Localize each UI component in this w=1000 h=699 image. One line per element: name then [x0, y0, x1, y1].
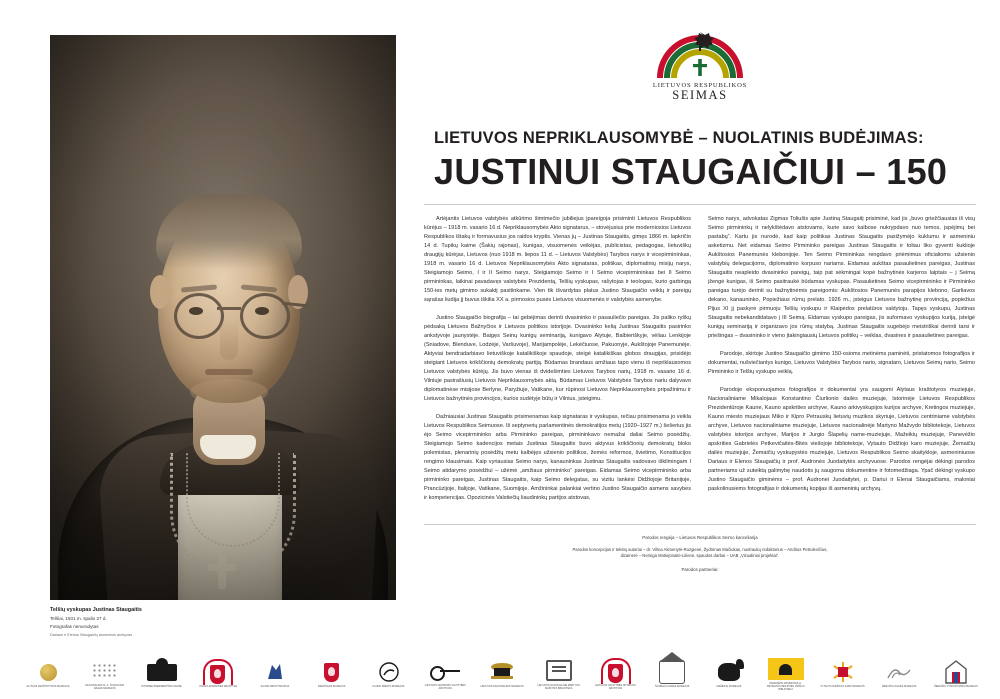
- partner-logo-strip: [24, 652, 980, 696]
- partner-logo-central-archive: [421, 653, 469, 695]
- partner-caption: LIETUVOS NACIONALINĖ MARTYNO MAŽVYDO BIBLIOTEKA: [537, 684, 580, 690]
- partner-logo-kaunas-archdiocese: [251, 653, 299, 695]
- caption-place-date: Telšiai, 1931 m. spalio 27 d.: [50, 616, 107, 622]
- partner-caption: PANEVĖŽIO APSKRITIES G. PETKEVIČAITĖS-BITĖS VIEŠOJI BIBLIOTEKA: [766, 683, 805, 691]
- text-column-right: [708, 215, 975, 512]
- partner-caption: ŠLAPELIŲ NAMAS-MUZIEJUS: [655, 686, 690, 689]
- partner-caption: ŽEMAIČIŲ DAILĖS MUZIEJUS: [882, 686, 917, 689]
- partner-caption: KAUNO MIESTO MUZIEJUS: [372, 686, 405, 689]
- logo-line-1: LIETUVOS RESPUBLIKOS: [652, 82, 748, 89]
- partner-caption: KRETINGOS MUZIEJUS: [318, 686, 346, 689]
- caption-archive: Dariaus ir Elenos Staugaičių asmeninis archyvas: [50, 632, 133, 637]
- paragraph: Parodoje eksponuojamos fotografijos ir dokumentai yra saugomi Alytaus kraštotyros muziejuje, Nacionaliniame Mikalojaus Konstantino Čiurlionio dailės muziejuje, Istorinėje Lietuvos Respublikos Prezidentūroje Kaune, Kauno apskrities archyve, Kauno arkivyskupijos kurijos archyve, Kretingos muziejuje, Kauno miesto muziejaus Miko ir Kipro Petrauskų lietuvių muzikos skyriuje, Lietuvos centriniame valstybės archyve, Lietuvos nacionaliniame muziejuje, Lietuvos nacionalinėje Martyno Mažvydo bibliotekoje, Lietuvos valstybės istorijos archyve, Marijos ir Jurgio Šlapelių name-muziejuje, Mažeikių muziejuje, Panevėžio apskrities Gabrielės Petkevičaitės-Bitės viešojoje bibliotekoje, Vytauto Didžiojo karo muziejuje, Žemaičių dailės muziejuje, Žemaičių vyskupystės muziejuje, Lietuvos Respublikos Seimo skaitykloje, asmeniniuose Dariaus ir Elenos Staugaičių ir prof. Audronės Juodaitytės archyvuose. Parodos rengėjai dėkingi parodos partneriams už suteiktą galimybę naudotis jų saugoma dokumentine ir fotomedžiaga. Ypač dėkingi vyskupo Justino Staugaičio giminėms – prof. Audronei Juodaitytei, p. Dariui ir Elenai Staugaičiams, maloniai paskolinusiems fotografijas ir dokumentų kopijas iš asmeninių archyvų.: [708, 386, 975, 492]
- caption-photographer: Fotografas nenurodytas: [50, 624, 99, 630]
- portrait-photo: [50, 35, 396, 600]
- logo-line-2: SEIMAS: [672, 88, 728, 102]
- partner-logo-national-museum: [478, 653, 526, 695]
- knight-icon: [264, 659, 286, 685]
- pennant-icon: [886, 659, 912, 685]
- divider-top: [424, 204, 976, 205]
- key-icon: [430, 658, 460, 684]
- partner-caption: LIETUVOS NACIONALINIS MUZIEJUS: [480, 686, 524, 689]
- partner-caption: MAŽEIKIŲ MUZIEJUS: [716, 686, 742, 689]
- photo-column: [50, 35, 396, 638]
- photo-caption: [50, 606, 396, 638]
- partner-logo-zemaiciai-bishopric: [932, 653, 980, 695]
- text-columns: [424, 215, 976, 512]
- partner-caption: KAUNO ARKIVYSKUPIJA: [260, 686, 290, 689]
- credits-block: [424, 535, 976, 572]
- partner-logo-kaunas-city-museum: [365, 653, 413, 695]
- partner-logo-state-history-archive: [592, 653, 640, 695]
- partner-logo-presidency: [138, 653, 186, 695]
- medal-icon: [40, 659, 57, 685]
- text-column-left: [424, 215, 691, 512]
- sunburst-icon: [831, 659, 855, 685]
- partner-logo-zemaiciai-art-museum: [875, 653, 923, 695]
- divider-bottom: [424, 524, 976, 525]
- page-title: JUSTINUI STAUGAIČIUI – 150: [434, 150, 948, 192]
- paragraph: Justino Staugaičio biografija – tai gebėjimas derinti dvasininko ir pasauliečio pareigas. Jis paliko ryškų pėdsaką Lietuvos Bažnyčios ir Lietuvos politikos istorijoje. Dvasininko kelią Justinas Staugaitis pasirinko ankstyvoje jaunystėje. Baigęs Seinų kunigų seminariją, kunigavo Alytuje, Balbieriškyje, vėliau Lenkijoje (Sniadove, Blenduve, Lodzėje, Varšuvoje), Marijampolėje, Lekėčiuose, Pakuonyje, Aukštojoje Panemunėje. Aktyviai bendradarbiavo lietuviškoje katalikiškoje spaudoje, steigė katalikiškas globos draugijas, prisidėjo steigiant Lietuvos krikščionių demokratų partiją. Būdamas brandaus amžiaus tapo vienu iš nepriklausomos Lietuvos valstybės kūrėjų. Jis buvo vienas iš dvidešimties Lietuvos Tarybos narių, 1918 m. vasario 16 d. Vilniuje pasirašiusių Lietuvos Nepriklausomybės aktą. Būdamas Lietuvos Valstybės Tarybos nariu dalyvavo diplomatinėse misijose Berlyne, Paryžiuje, Vatikane, kur rūpinosi Lietuvos Nepriklausomybės pripažinimu ir Lietuvos bažnytinės provincijos, kurios sudėtyje būtų ir Vilnius, įsteigimu.: [424, 314, 691, 402]
- credits-authors-line1: Parodos koncepcijos ir tekstų autoriai – dr. Vilma Akmenytė-Ruzgienė, Žydrūnas Mačiukas, nuotraukų redaktorius – Andrius Petrulevičius,: [572, 546, 828, 552]
- paragraph: Artėjantis Lietuvos valstybės atkūrimo šimtmečio jubiliejus įpareigoja prisiminti Lietuvos Respublikos kūrėjus – 1918 m. vasario 16 d. Nepriklausomybės Akto signatarus, – stovėjusius prie moderniosios Lietuvos Respublikos ištakų ir formavusius jos raidos kryptis. Vienas jų – Justinas Staugaitis, gimęs 1866 m. lapkričio 14 d. Tupikų kaime (Šakių rajonas), kunigas, visuomenės veikėjas, publicistas, pedagogas, lietuviškų draugijų kūrėjas, Lietuvos (nuo 1918 m. liepos 11 d. – Lietuvos Valstybės) Tarybos narys ir vicepirmininkas, 1918 m. vasario 16 d. Lietuvos Nepriklausomybės Akto signataras, politikas, diplomatinių misijų narys, Steigiamojo Seimo, I ir II Seimo narys, Steigiamojo Seimo ir I Seimo vicepirmininkas bei II Seimo pirmininkas, laikinai pavadavęs valstybės Prezidentą, Telšių vyskupas, rašytojas ir teologas, kurio garbingą 150-ies metų gimimo sukaktį pasitinkame. Vien tik išvardytas platus Justino Staugaičio veiklų ir pareigų sąrašas liudija jį buvus iškilia XX a. pirmosios pusės Lietuvos visuomenės ir valstybės asmenybe.: [424, 216, 691, 303]
- partner-caption: LIETUVOS CENTRINIS VALSTYBĖS ARCHYVAS: [424, 684, 466, 690]
- paragraph: Seimo narys, advokatas Zigmas Toliušis apie Justiną Staugaitį prisiminė, kad jis „buvo griežčiausias iš visų Seimo pirmininkų ir nelykštėdavo atstovams, kurie savo kalbose nukrypdavo nuo temos, įspėjimų bei pastabų“. Kartu jis nurodė, kad kaip politikas Justinas Staugaitis pasižymėjo kuklumu ir asmeniniu asketizmu. Net eidamas Seimo Pirmininko pareigas Justinas Staugaitis ir toliau liko gyventi kuklioje Aukštosios Panemunės klebonijoje. Ten Seimo Pirmininkas rengdavo priėmimus oficialioms užsienio valstybių delegacijoms, diplomatinio korpuso nariams. Eidamas aukštas pasaulietines pareigas, Justinas Staugaitis neapleido dvasininko pareigų, taip pat sėkmingai kopė bažnytinės karjeros laiptais – į Seimą įžengė kunigas, iš Seimo pasitraukė būdamas vyskupas. Pasaulietines Seimo vicepirmininko ir Pirmininko pareigas turėjo derinti su bažnytinėmis pareigomis: Aukštosios Panemunės parapijos klebono, Garliavos dekano, kanauninko, Popiežiaus rūmų prelato. 1926 m., įsteigus Lietuvos bažnytinę provinciją, popiežius Pijus XI jį paskyrė pirmuoju Telšių vyskupu ir Klaipėdos prelatūros valdytoju. Tapęs vyskupu, Justinas Staugaitis nebekandidatavo į III Seimą. Eidamas vyskupo pareigas, jis suformavo vyskupijos kuriją, įsteigė kunigų seminariją ir organizavo jos rūmų statybą. Justinas Staugaitis sugebėjo meistriškai derinti tarsi ir priešingas – dvasininko ir vieno įtakingiausių Lietuvos politikų – veiklas, dvasines ir pasaulietines pareigas.: [708, 216, 975, 339]
- chapel-icon: [945, 659, 967, 685]
- vytis-knight-icon: [654, 28, 746, 80]
- horse-icon: [718, 659, 740, 685]
- partners-label: Parodos partneriai:: [681, 567, 719, 572]
- partner-caption: VYTAUTO DIDŽIOJO KARO MUZIEJUS: [820, 686, 865, 689]
- shield-icon: [324, 659, 339, 685]
- partner-caption: ALYTAUS KRAŠTOTYROS MUZIEJUS: [26, 686, 70, 689]
- partner-logo-mazeikiai: [705, 653, 753, 695]
- partner-logo-alytus: [24, 653, 72, 695]
- partner-caption: NACIONALINIS M. K. ČIURLIONIO DAILĖS MUZIEJUS: [85, 684, 125, 690]
- partner-caption: LIETUVOS VALSTYBĖS ISTORIJOS ARCHYVAS: [595, 684, 636, 690]
- tower-icon: [489, 659, 515, 685]
- paragraph: Parodoje, skirtoje Justino Staugaičio gimimo 150-osioms metinėms paminėti, pristatomos fotografijos ir dokumentai, nušviečiantys kunigo, Lietuvos Valstybės Tarybos nario, signataro, Lietuvos Seimų nario, Seimo Pirmininko ir Telšių vyskupo veiklą.: [708, 350, 975, 375]
- credits-authors-line2: dizainerė – Neringa Motiejūnaitė-Lilienė, spaudos darbai – UAB „Vizualiniai projektai“.: [620, 553, 780, 559]
- poster-subtitle: LIETUVOS NEPRIKLAUSOMYBĖ – NUOLATINIS BUDĖJIMAS:: [434, 128, 924, 147]
- title-block: [424, 129, 976, 192]
- partner-caption: ŽEMAIČIŲ VYSKUPYSTĖS MUZIEJUS: [934, 686, 978, 689]
- partner-caption: ISTORINĖ PREZIDENTŪRA KAUNE: [141, 686, 182, 689]
- partner-logo-vytautas-war-museum: [819, 653, 867, 695]
- seimas-logo: [424, 24, 976, 103]
- arch-shield-icon: [601, 658, 631, 684]
- partner-logo-ciurlionis: [81, 653, 129, 695]
- credits-organiser: Parodos rengėja – Lietuvos Respublikos Seimo kanceliarija: [642, 534, 758, 540]
- paragraph: Dažniausiai Justinas Staugaitis prisimenamas kaip signataras ir vyskupas, rečiau prisimenama jo veikla Lietuvos Respublikos Seimuose. Iš septynerių parlamentinės demokratijos metų (1920–1927 m.) šešerius jis ėjo Seimo vicepirmininko arba Pirmininko pareigas, pirmininkavo nemažai daliai Seimo posėdžių. Steigiamojo Seimo kadencijos metais Justinas Staugaitis buvo aktyvus krikščionių demokratų bloko polemistas, plenarinių posėdžių metu kalbėjęs užsienio politikos, žemės reformos, švietimo, Konstitucijos rengimo klausimais. Kaip vyriausias Seimo narys, kanauninkas Justinas Staugaitis vadovavo iškilmingam I Seimo atidarymo posėdžiui – užėmė „amžiaus pirmininko“ pareigas. Eidamas Seimo vicepirmininko arba pirmininko pareigas, Justinas Staugaitis, kaip Seimo delegatas, su vizitu lankėsi Didžiojoje Britanijoje, Prancūzijoje, Italijoje, Vatikane, Suomijoje. Amžininkai palankiai vertino Justino Staugaičio asmens savybes ir kompetencijas. Opozicinės Valstiečių liaudininkų partijos atstovas,: [424, 413, 691, 501]
- building-icon: [147, 659, 177, 685]
- content-column: [424, 24, 976, 572]
- dots-icon: [92, 658, 118, 684]
- partner-logo-kaunas-archive: [194, 653, 242, 695]
- caption-title: Telšių vyskupas Justinas Staugaitis: [50, 607, 142, 613]
- partner-logo-panevezys-library: [762, 653, 810, 695]
- horse-seal-icon: [378, 659, 400, 685]
- partner-caption: KAUNO APSKRITIES ARCHYVAS: [199, 686, 238, 689]
- book-icon: [546, 658, 572, 684]
- house-icon: [659, 659, 685, 685]
- photo-vignette: [50, 35, 396, 600]
- yellow-box-icon: [768, 656, 804, 682]
- partner-logo-kretinga: [308, 653, 356, 695]
- credits-authors: [424, 547, 976, 560]
- arch-shield-icon: [203, 659, 233, 685]
- partner-logo-mazvydas-library: [535, 653, 583, 695]
- partner-logo-slapeliai-house: [648, 653, 696, 695]
